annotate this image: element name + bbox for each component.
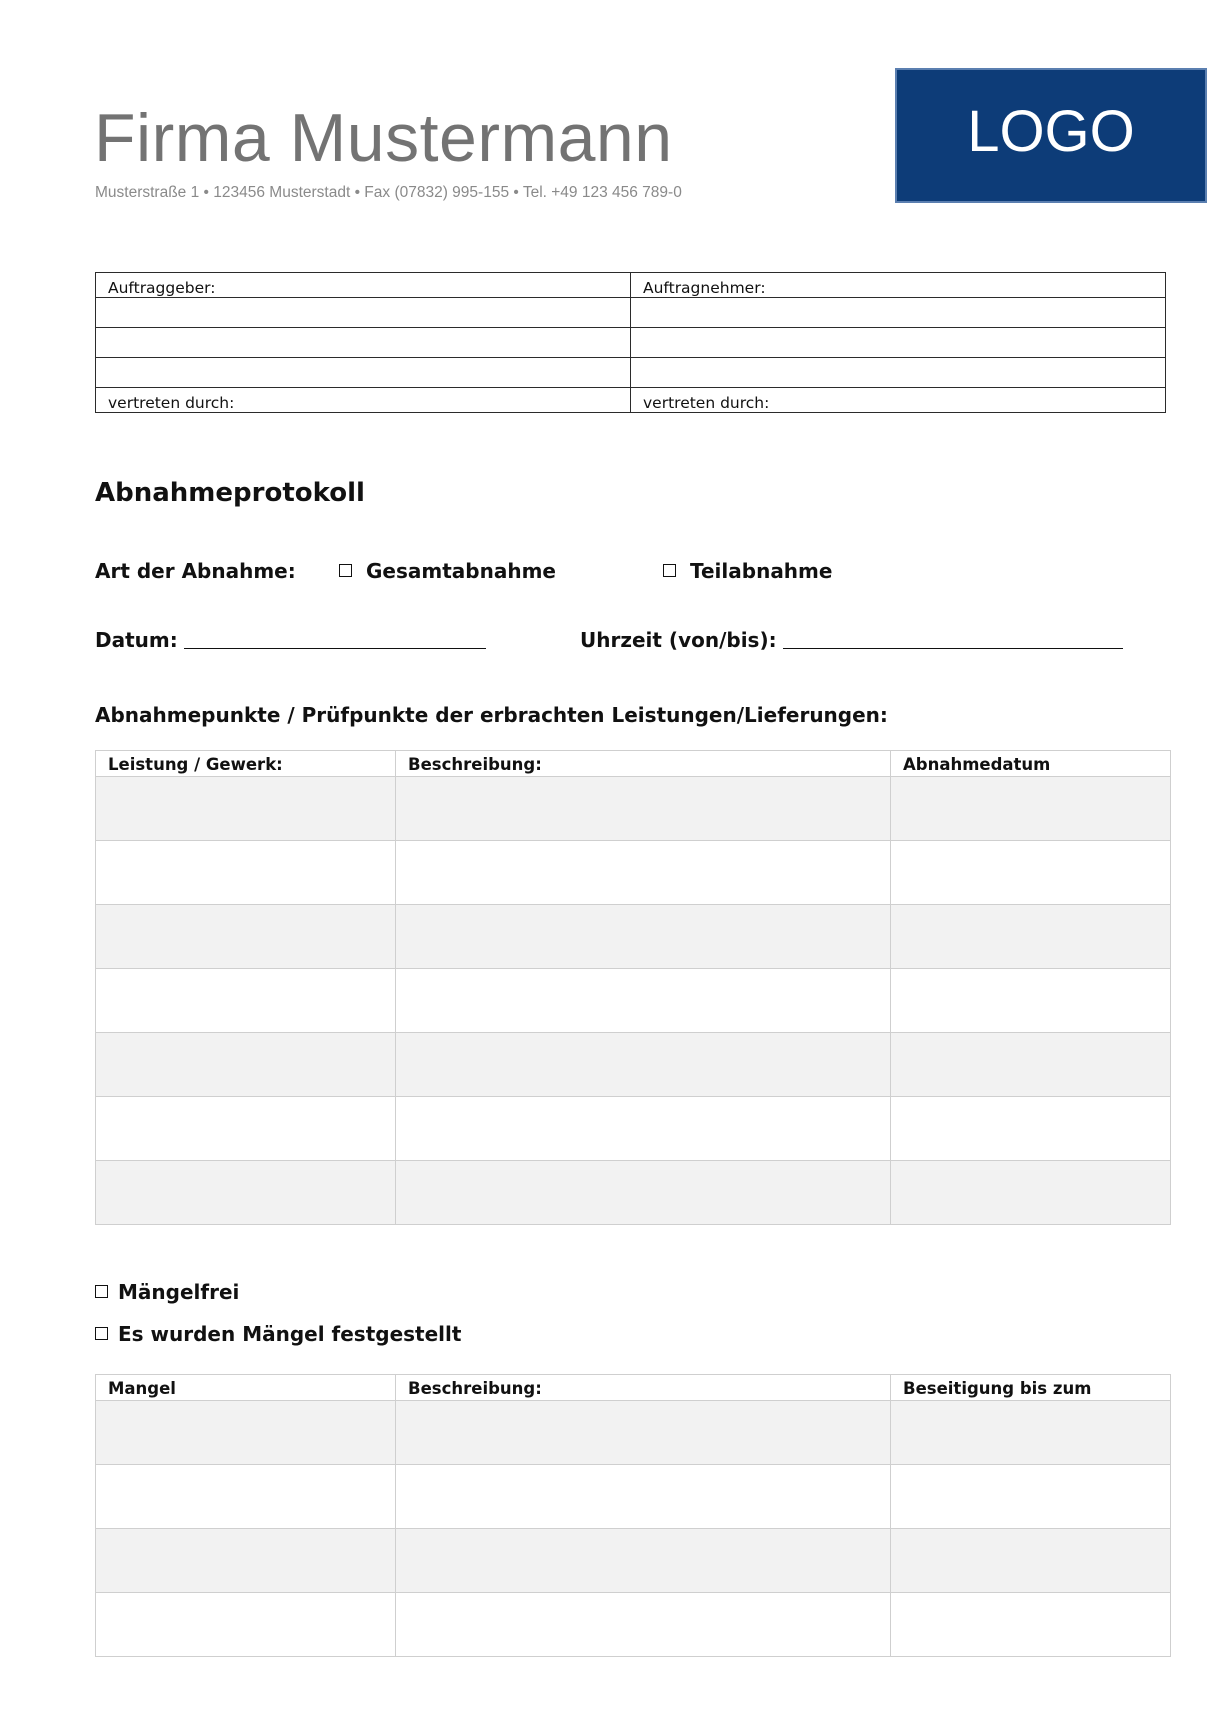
column-header: Beseitigung bis zum: [891, 1375, 1171, 1401]
table-cell[interactable]: [396, 905, 891, 969]
points-heading: Abnahmepunkte / Prüfpunkte der erbrachten Leistungen/Lieferungen:: [95, 703, 888, 727]
company-name: Firma Mustermann: [94, 100, 673, 176]
contractor-field[interactable]: [631, 298, 1166, 328]
table-cell[interactable]: [96, 905, 396, 969]
table-cell[interactable]: [396, 1033, 891, 1097]
table-cell[interactable]: [96, 1161, 396, 1225]
table-cell[interactable]: [891, 1401, 1171, 1465]
table-cell[interactable]: [891, 905, 1171, 969]
option-partial-acceptance[interactable]: [663, 559, 832, 583]
date-line[interactable]: [184, 630, 486, 649]
table-cell[interactable]: [891, 841, 1171, 905]
company-address: Musterstraße 1 • 123456 Musterstadt • Fax (07832) 995-155 • Tel. +49 123 456 789-0: [95, 184, 682, 201]
checkbox-icon[interactable]: [95, 1285, 108, 1298]
table-row: [96, 905, 1171, 969]
client-rep-label: vertreten durch:: [96, 388, 631, 413]
table-cell[interactable]: [96, 1465, 396, 1529]
column-header: Abnahmedatum: [891, 751, 1171, 777]
option-partial-label: Teilabnahme: [690, 559, 833, 583]
table-cell[interactable]: [891, 1033, 1171, 1097]
points-table: [95, 750, 1171, 1225]
table-cell[interactable]: [891, 1529, 1171, 1593]
table-cell[interactable]: [96, 1593, 396, 1657]
table-cell[interactable]: [396, 841, 891, 905]
column-header: Beschreibung:: [396, 751, 891, 777]
client-field[interactable]: [96, 328, 631, 358]
table-cell[interactable]: [396, 1465, 891, 1529]
column-header: Beschreibung:: [396, 1375, 891, 1401]
client-field[interactable]: [96, 358, 631, 388]
table-cell[interactable]: [891, 969, 1171, 1033]
option-full-acceptance[interactable]: [339, 559, 556, 583]
table-cell[interactable]: [891, 1097, 1171, 1161]
table-cell[interactable]: [396, 1593, 891, 1657]
column-header: Mangel: [96, 1375, 396, 1401]
table-cell[interactable]: [96, 1529, 396, 1593]
table-row: [96, 1465, 1171, 1529]
table-cell[interactable]: [396, 969, 891, 1033]
table-row: [96, 841, 1171, 905]
table-row: [96, 969, 1171, 1033]
checkbox-icon[interactable]: [663, 564, 676, 577]
table-cell[interactable]: [396, 1401, 891, 1465]
checkbox-icon[interactable]: [95, 1327, 108, 1340]
table-cell[interactable]: [891, 1465, 1171, 1529]
table-row: [96, 1401, 1171, 1465]
table-row: [96, 1593, 1171, 1657]
date-field[interactable]: [95, 628, 486, 652]
time-field[interactable]: [580, 628, 1123, 652]
option-defects-found-label: Es wurden Mängel festgestellt: [118, 1322, 462, 1346]
table-row: [96, 1529, 1171, 1593]
defects-table: [95, 1374, 1171, 1657]
table-cell[interactable]: [891, 777, 1171, 841]
column-header: Leistung / Gewerk:: [96, 751, 396, 777]
table-row: [96, 1033, 1171, 1097]
table-cell[interactable]: [396, 1097, 891, 1161]
acceptance-type-label: Art der Abnahme:: [95, 559, 296, 583]
table-cell[interactable]: [96, 777, 396, 841]
table-row: [96, 777, 1171, 841]
checkbox-icon[interactable]: [339, 564, 352, 577]
contractor-field[interactable]: [631, 358, 1166, 388]
table-cell[interactable]: [96, 969, 396, 1033]
client-label: Auftraggeber:: [96, 273, 631, 298]
option-full-label: Gesamtabnahme: [366, 559, 556, 583]
table-cell[interactable]: [96, 841, 396, 905]
table-cell[interactable]: [96, 1033, 396, 1097]
document-title: Abnahmeprotokoll: [95, 478, 365, 508]
time-label: Uhrzeit (von/bis):: [580, 628, 777, 652]
contractor-label: Auftragnehmer:: [631, 273, 1166, 298]
table-cell[interactable]: [396, 1529, 891, 1593]
table-row: [96, 1161, 1171, 1225]
contractor-rep-label: vertreten durch:: [631, 388, 1166, 413]
contractor-field[interactable]: [631, 328, 1166, 358]
logo: LOGO: [895, 68, 1207, 203]
table-cell[interactable]: [96, 1097, 396, 1161]
table-cell[interactable]: [891, 1593, 1171, 1657]
table-cell[interactable]: [891, 1161, 1171, 1225]
option-no-defects-label: Mängelfrei: [118, 1280, 240, 1304]
time-line[interactable]: [783, 630, 1123, 649]
table-cell[interactable]: [396, 1161, 891, 1225]
table-row: [96, 1097, 1171, 1161]
date-label: Datum:: [95, 628, 178, 652]
table-cell[interactable]: [96, 1401, 396, 1465]
table-cell[interactable]: [396, 777, 891, 841]
option-no-defects[interactable]: [95, 1280, 239, 1304]
parties-table: [95, 272, 1166, 413]
option-defects-found[interactable]: [95, 1322, 461, 1346]
client-field[interactable]: [96, 298, 631, 328]
